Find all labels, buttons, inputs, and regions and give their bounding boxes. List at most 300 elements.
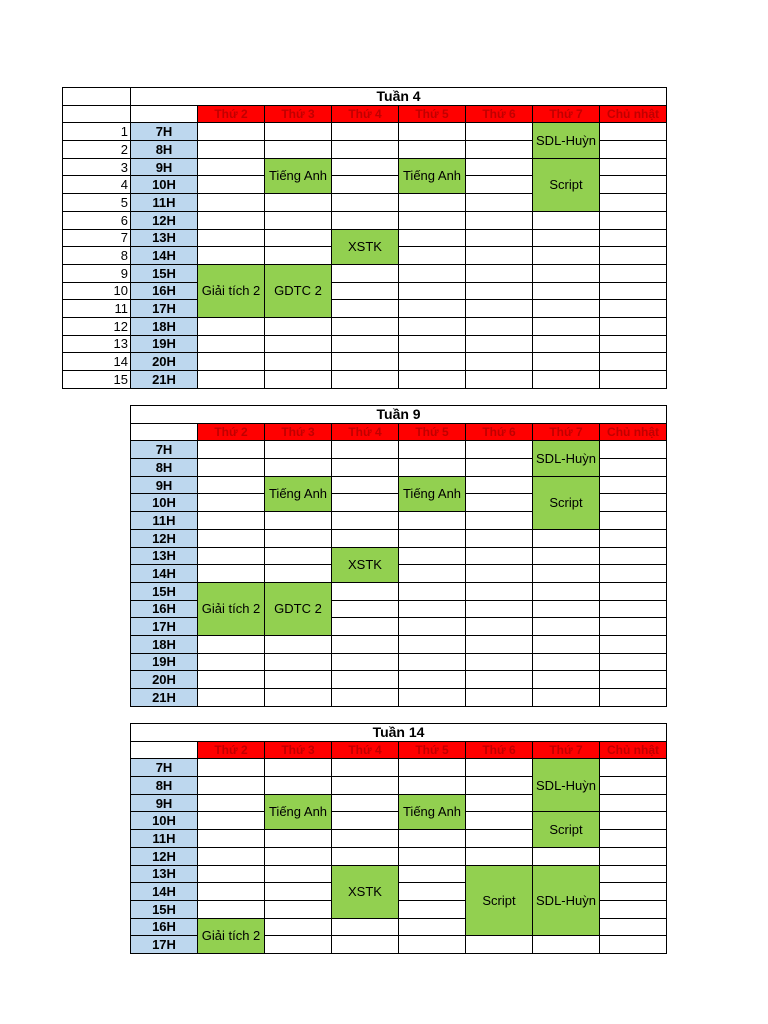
hour-label: 7H — [131, 441, 198, 459]
empty-slot — [466, 211, 533, 229]
empty-slot — [198, 494, 265, 512]
class-event: Tiếng Anh — [399, 158, 466, 193]
empty-slot — [198, 830, 265, 848]
row-number: 6 — [63, 211, 131, 229]
empty-slot — [533, 247, 600, 265]
row-number: 12 — [63, 317, 131, 335]
empty-slot — [332, 194, 399, 212]
hour-label: 19H — [131, 335, 198, 353]
schedule-week-4 — [62, 87, 667, 389]
empty-slot — [533, 582, 600, 600]
empty-slot — [600, 900, 667, 918]
class-event: XSTK — [332, 865, 399, 918]
table-row — [131, 529, 667, 547]
empty-slot — [198, 689, 265, 707]
empty-slot — [399, 635, 466, 653]
empty-slot — [332, 635, 399, 653]
hour-label: 13H — [131, 229, 198, 247]
empty-slot — [533, 229, 600, 247]
empty-slot — [332, 847, 399, 865]
empty-slot — [533, 936, 600, 954]
empty-slot — [399, 582, 466, 600]
empty-slot — [600, 141, 667, 159]
corner-cell — [63, 88, 131, 106]
hour-label: 7H — [131, 123, 198, 141]
day-header: Thứ 4 — [332, 105, 399, 123]
empty-slot — [332, 671, 399, 689]
empty-slot — [332, 353, 399, 371]
empty-slot — [600, 459, 667, 477]
empty-slot — [265, 335, 332, 353]
class-event: Script — [533, 158, 600, 211]
empty-slot — [466, 689, 533, 707]
empty-slot — [466, 441, 533, 459]
empty-slot — [533, 371, 600, 389]
hour-label: 21H — [131, 371, 198, 389]
empty-slot — [332, 794, 399, 812]
empty-slot — [399, 777, 466, 795]
header-blank-cell — [131, 105, 198, 123]
empty-slot — [198, 476, 265, 494]
row-number: 5 — [63, 194, 131, 212]
empty-slot — [466, 830, 533, 848]
empty-slot — [332, 459, 399, 477]
header-blank-cell — [131, 741, 198, 759]
empty-slot — [399, 529, 466, 547]
day-header: Thứ 5 — [399, 105, 466, 123]
empty-slot — [600, 936, 667, 954]
empty-slot — [466, 176, 533, 194]
empty-slot — [600, 264, 667, 282]
row-number: 10 — [63, 282, 131, 300]
empty-slot — [466, 759, 533, 777]
empty-slot — [399, 512, 466, 530]
table-row — [63, 353, 667, 371]
empty-slot — [332, 830, 399, 848]
empty-slot — [198, 353, 265, 371]
hour-label: 8H — [131, 141, 198, 159]
empty-slot — [332, 317, 399, 335]
empty-slot — [600, 512, 667, 530]
empty-slot — [466, 512, 533, 530]
day-header: Thứ 7 — [533, 105, 600, 123]
day-header: Thứ 5 — [399, 423, 466, 441]
empty-slot — [265, 247, 332, 265]
day-header: Chủ nhật — [600, 741, 667, 759]
empty-slot — [265, 847, 332, 865]
empty-slot — [600, 335, 667, 353]
empty-slot — [265, 936, 332, 954]
empty-slot — [466, 264, 533, 282]
empty-slot — [399, 300, 466, 318]
table-row — [131, 635, 667, 653]
empty-slot — [600, 353, 667, 371]
empty-slot — [600, 918, 667, 936]
empty-slot — [198, 441, 265, 459]
empty-slot — [198, 794, 265, 812]
empty-slot — [265, 141, 332, 159]
empty-slot — [332, 158, 399, 176]
empty-slot — [399, 335, 466, 353]
empty-slot — [466, 582, 533, 600]
empty-slot — [399, 123, 466, 141]
table-row — [131, 865, 667, 883]
empty-slot — [332, 494, 399, 512]
empty-slot — [265, 918, 332, 936]
empty-slot — [198, 176, 265, 194]
empty-slot — [600, 847, 667, 865]
empty-slot — [466, 653, 533, 671]
empty-slot — [332, 918, 399, 936]
day-header: Thứ 7 — [533, 741, 600, 759]
empty-slot — [600, 830, 667, 848]
empty-slot — [600, 689, 667, 707]
day-header: Thứ 2 — [198, 423, 265, 441]
row-number: 8 — [63, 247, 131, 265]
empty-slot — [332, 335, 399, 353]
empty-slot — [399, 847, 466, 865]
day-header: Thứ 2 — [198, 741, 265, 759]
empty-slot — [399, 247, 466, 265]
hour-label: 20H — [131, 353, 198, 371]
empty-slot — [600, 600, 667, 618]
empty-slot — [332, 600, 399, 618]
table-row — [131, 653, 667, 671]
hour-label: 14H — [131, 883, 198, 901]
class-event: Tiếng Anh — [265, 158, 332, 193]
empty-slot — [600, 441, 667, 459]
hour-label: 18H — [131, 635, 198, 653]
empty-slot — [600, 317, 667, 335]
hour-label: 20H — [131, 671, 198, 689]
empty-slot — [399, 830, 466, 848]
empty-slot — [466, 476, 533, 494]
empty-slot — [466, 494, 533, 512]
row-number: 11 — [63, 300, 131, 318]
hour-label: 9H — [131, 476, 198, 494]
hour-label: 16H — [131, 600, 198, 618]
empty-slot — [332, 759, 399, 777]
empty-slot — [533, 353, 600, 371]
row-number: 9 — [63, 264, 131, 282]
empty-slot — [332, 689, 399, 707]
week-title: Tuần 4 — [131, 88, 667, 106]
empty-slot — [466, 194, 533, 212]
class-event: SDL-Huỳn — [533, 441, 600, 476]
empty-slot — [533, 671, 600, 689]
empty-slot — [533, 618, 600, 636]
empty-slot — [332, 300, 399, 318]
empty-slot — [198, 123, 265, 141]
empty-slot — [600, 282, 667, 300]
empty-slot — [466, 565, 533, 583]
empty-slot — [198, 459, 265, 477]
empty-slot — [198, 865, 265, 883]
empty-slot — [265, 317, 332, 335]
hour-label: 16H — [131, 282, 198, 300]
empty-slot — [332, 512, 399, 530]
hour-label: 17H — [131, 618, 198, 636]
row-number: 4 — [63, 176, 131, 194]
empty-slot — [399, 918, 466, 936]
empty-slot — [399, 317, 466, 335]
hour-label: 12H — [131, 529, 198, 547]
empty-slot — [466, 158, 533, 176]
week-title: Tuần 14 — [131, 724, 667, 742]
empty-slot — [533, 264, 600, 282]
empty-slot — [332, 653, 399, 671]
empty-slot — [466, 335, 533, 353]
empty-slot — [399, 600, 466, 618]
empty-slot — [265, 635, 332, 653]
empty-slot — [198, 900, 265, 918]
class-event: Tiếng Anh — [399, 476, 466, 511]
empty-slot — [332, 582, 399, 600]
empty-slot — [466, 141, 533, 159]
empty-slot — [466, 812, 533, 830]
empty-slot — [399, 353, 466, 371]
table-row — [131, 582, 667, 600]
day-header: Thứ 4 — [332, 423, 399, 441]
table-row — [63, 229, 667, 247]
empty-slot — [265, 194, 332, 212]
empty-slot — [600, 547, 667, 565]
empty-slot — [466, 777, 533, 795]
empty-slot — [533, 282, 600, 300]
day-header: Thứ 3 — [265, 423, 332, 441]
empty-slot — [399, 282, 466, 300]
table-row — [131, 547, 667, 565]
table-row — [131, 689, 667, 707]
empty-slot — [533, 847, 600, 865]
empty-slot — [332, 264, 399, 282]
class-event: Script — [533, 476, 600, 529]
empty-slot — [533, 565, 600, 583]
empty-slot — [466, 847, 533, 865]
day-header: Thứ 5 — [399, 741, 466, 759]
hour-label: 8H — [131, 777, 198, 795]
class-event: XSTK — [332, 547, 399, 582]
table-row — [131, 847, 667, 865]
day-header: Thứ 3 — [265, 741, 332, 759]
empty-slot — [399, 618, 466, 636]
row-number: 15 — [63, 371, 131, 389]
hour-label: 10H — [131, 812, 198, 830]
empty-slot — [466, 317, 533, 335]
empty-slot — [466, 300, 533, 318]
day-header: Thứ 4 — [332, 741, 399, 759]
class-event: Tiếng Anh — [265, 476, 332, 511]
empty-slot — [399, 264, 466, 282]
hour-label: 9H — [131, 794, 198, 812]
empty-slot — [265, 671, 332, 689]
empty-slot — [399, 211, 466, 229]
empty-slot — [332, 529, 399, 547]
table-row — [131, 671, 667, 689]
hour-label: 21H — [131, 689, 198, 707]
empty-slot — [600, 229, 667, 247]
hour-label: 14H — [131, 565, 198, 583]
empty-slot — [265, 759, 332, 777]
hour-label: 8H — [131, 459, 198, 477]
empty-slot — [466, 600, 533, 618]
empty-slot — [332, 176, 399, 194]
empty-slot — [533, 317, 600, 335]
empty-slot — [466, 671, 533, 689]
schedule-week-9 — [130, 405, 667, 707]
table-row — [63, 158, 667, 176]
empty-slot — [600, 494, 667, 512]
empty-slot — [332, 211, 399, 229]
row-number: 13 — [63, 335, 131, 353]
empty-slot — [198, 812, 265, 830]
empty-slot — [600, 812, 667, 830]
empty-slot — [198, 512, 265, 530]
empty-slot — [600, 565, 667, 583]
class-event: SDL-Huỳn — [533, 865, 600, 936]
row-number: 2 — [63, 141, 131, 159]
empty-slot — [466, 123, 533, 141]
empty-slot — [198, 847, 265, 865]
hour-label: 13H — [131, 547, 198, 565]
empty-slot — [533, 300, 600, 318]
empty-slot — [466, 282, 533, 300]
empty-slot — [265, 512, 332, 530]
empty-slot — [198, 653, 265, 671]
empty-slot — [198, 158, 265, 176]
empty-slot — [399, 936, 466, 954]
empty-slot — [600, 653, 667, 671]
table-row — [63, 282, 667, 300]
table-row — [63, 371, 667, 389]
empty-slot — [533, 335, 600, 353]
class-event: Giải tích 2 — [198, 918, 265, 953]
empty-slot — [265, 123, 332, 141]
table-row — [63, 317, 667, 335]
empty-slot — [332, 123, 399, 141]
hour-label: 14H — [131, 247, 198, 265]
empty-slot — [533, 211, 600, 229]
empty-slot — [399, 689, 466, 707]
hour-label: 12H — [131, 847, 198, 865]
empty-slot — [265, 459, 332, 477]
table-row — [131, 476, 667, 494]
empty-slot — [600, 582, 667, 600]
empty-slot — [600, 176, 667, 194]
day-header: Thứ 6 — [466, 741, 533, 759]
row-number: 1 — [63, 123, 131, 141]
schedule-week-14 — [130, 723, 667, 954]
table-row — [131, 565, 667, 583]
class-event: Script — [466, 865, 533, 936]
empty-slot — [600, 300, 667, 318]
hour-label: 17H — [131, 300, 198, 318]
empty-slot — [533, 689, 600, 707]
hour-label: 13H — [131, 865, 198, 883]
empty-slot — [198, 565, 265, 583]
empty-slot — [399, 653, 466, 671]
empty-slot — [265, 900, 332, 918]
empty-slot — [600, 671, 667, 689]
empty-slot — [600, 529, 667, 547]
empty-slot — [198, 211, 265, 229]
empty-slot — [332, 936, 399, 954]
empty-slot — [265, 211, 332, 229]
day-header: Thứ 6 — [466, 105, 533, 123]
table-row — [63, 335, 667, 353]
empty-slot — [198, 335, 265, 353]
hour-label: 17H — [131, 936, 198, 954]
empty-slot — [600, 883, 667, 901]
empty-slot — [399, 865, 466, 883]
empty-slot — [399, 900, 466, 918]
row-number: 3 — [63, 158, 131, 176]
empty-slot — [198, 229, 265, 247]
class-event: Giải tích 2 — [198, 582, 265, 635]
hour-label: 16H — [131, 918, 198, 936]
empty-slot — [466, 547, 533, 565]
empty-slot — [600, 759, 667, 777]
hour-label: 10H — [131, 176, 198, 194]
empty-slot — [399, 229, 466, 247]
empty-slot — [332, 371, 399, 389]
empty-slot — [600, 476, 667, 494]
empty-slot — [198, 777, 265, 795]
table-row — [63, 123, 667, 141]
hour-label: 10H — [131, 494, 198, 512]
empty-slot — [399, 194, 466, 212]
empty-slot — [198, 759, 265, 777]
empty-slot — [265, 689, 332, 707]
table-row — [63, 300, 667, 318]
hour-label: 11H — [131, 194, 198, 212]
empty-slot — [332, 812, 399, 830]
empty-slot — [600, 158, 667, 176]
empty-slot — [466, 247, 533, 265]
hour-label: 19H — [131, 653, 198, 671]
empty-slot — [600, 777, 667, 795]
empty-slot — [600, 865, 667, 883]
empty-slot — [466, 936, 533, 954]
empty-slot — [466, 353, 533, 371]
empty-slot — [399, 547, 466, 565]
empty-slot — [265, 883, 332, 901]
empty-slot — [399, 883, 466, 901]
empty-slot — [600, 211, 667, 229]
empty-slot — [198, 529, 265, 547]
empty-slot — [533, 653, 600, 671]
table-row — [63, 264, 667, 282]
hour-label: 11H — [131, 512, 198, 530]
empty-slot — [265, 441, 332, 459]
empty-slot — [466, 459, 533, 477]
row-number: 7 — [63, 229, 131, 247]
empty-slot — [332, 476, 399, 494]
hour-label: 15H — [131, 582, 198, 600]
empty-slot — [265, 777, 332, 795]
header-blank-cell — [131, 423, 198, 441]
empty-slot — [466, 794, 533, 812]
empty-slot — [399, 441, 466, 459]
empty-slot — [533, 600, 600, 618]
empty-slot — [265, 229, 332, 247]
class-event: SDL-Huỳn — [533, 759, 600, 812]
class-event: Script — [533, 812, 600, 847]
hour-label: 15H — [131, 900, 198, 918]
empty-slot — [265, 865, 332, 883]
row-number: 14 — [63, 353, 131, 371]
empty-slot — [466, 529, 533, 547]
